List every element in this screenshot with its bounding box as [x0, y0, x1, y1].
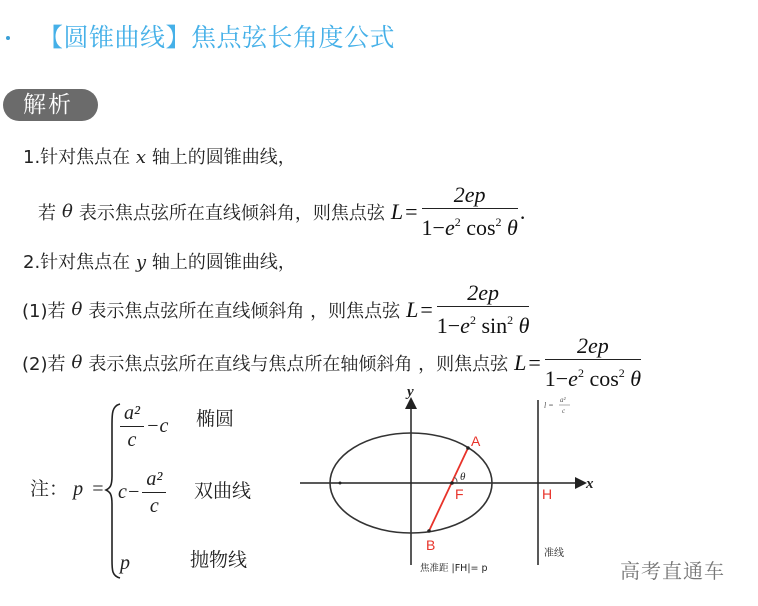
directrix-eq-den: c — [562, 407, 566, 415]
section1-line — [38, 182, 525, 241]
watermark: 高考直通车 — [620, 559, 725, 583]
formula-denominator: $1-e^2$ $\cos^2 \theta$ — [421, 215, 518, 240]
ellipse-diagram — [290, 380, 610, 580]
formula-eq: = — [405, 198, 418, 224]
directrix-eq-num: a² — [560, 396, 566, 404]
case-ellipse-expr: $\frac{\text{a²}}{c}$ −c — [118, 400, 168, 453]
formula-x-axis — [391, 182, 526, 241]
analysis-badge: 解析 — [3, 89, 98, 121]
note-lhs: p — [73, 478, 84, 500]
item1-pre: (1)若 — [22, 300, 66, 322]
section1-heading — [23, 143, 296, 169]
case-parabola-expr: p — [120, 552, 130, 574]
directrix-eq-lhs: l = — [544, 401, 554, 410]
angle-theta-label: θ — [460, 471, 466, 483]
point-a-label: A — [471, 433, 481, 449]
case-hyperbola-label: 双曲线 — [194, 480, 252, 502]
note-prefix-row — [30, 474, 103, 501]
section1-line-post: 表示焦点弦所在直线倾斜角，则焦点弦 — [78, 202, 385, 224]
theta-symbol: θ — [71, 299, 83, 320]
formula-y-axis-sin: L = $\frac{2ep}{1-e^2 \sin^2 \theta}$ — [406, 280, 530, 338]
section2-heading-post: 轴上的圆锥曲线， — [151, 252, 296, 273]
bullet-dot-icon — [6, 36, 10, 40]
section1-line-pre: 若 — [38, 202, 56, 224]
item2-post: 表示焦点弦所在直线与焦点所在轴倾斜角 ，则焦点弦 — [88, 353, 509, 375]
directrix-label: 准线 — [544, 548, 564, 559]
formula-period: . — [519, 198, 526, 224]
note-eq: = — [92, 478, 104, 500]
formula-lhs: L — [390, 198, 404, 224]
section2-item1 — [22, 280, 531, 339]
section2-heading — [23, 248, 296, 274]
focal-distance-label: 焦准距 |FH|= p — [420, 563, 488, 574]
item2-pre: (2)若 — [22, 353, 66, 375]
case-ellipse-label: 椭圆 — [196, 408, 235, 430]
point-b-label: B — [426, 537, 436, 553]
point-f-label: F — [455, 486, 464, 502]
formula-fraction — [422, 182, 518, 241]
theta-symbol: θ — [71, 352, 83, 373]
section1-heading-pre: 1.针对焦点在 — [23, 147, 131, 168]
case-hyperbola-expr: c− $\frac{\text{a²}}{c}$ — [118, 466, 168, 519]
section2-heading-pre: 2.针对焦点在 — [23, 252, 131, 273]
theta-symbol: θ — [62, 201, 73, 222]
page-title: 【圆锥曲线】焦点弦长角度公式 — [38, 23, 396, 52]
note-prefix: 注： — [30, 478, 69, 500]
case-parabola-label: 抛物线 — [190, 549, 248, 571]
section1-var: x — [135, 147, 147, 168]
formula-y-axis-cos: L = $\frac{2ep}{1-e^2 \cos^2 \theta}$ — [514, 333, 642, 391]
y-axis-label: y — [407, 384, 414, 400]
item1-post: 表示焦点弦所在直线倾斜角 ，则焦点弦 — [88, 300, 401, 322]
point-h-label: H — [542, 486, 553, 502]
section2-var: y — [135, 252, 147, 273]
x-axis-label: x — [586, 476, 594, 492]
formula-numerator: 2ep — [453, 182, 486, 207]
section1-heading-post: 轴上的圆锥曲线， — [151, 147, 296, 168]
